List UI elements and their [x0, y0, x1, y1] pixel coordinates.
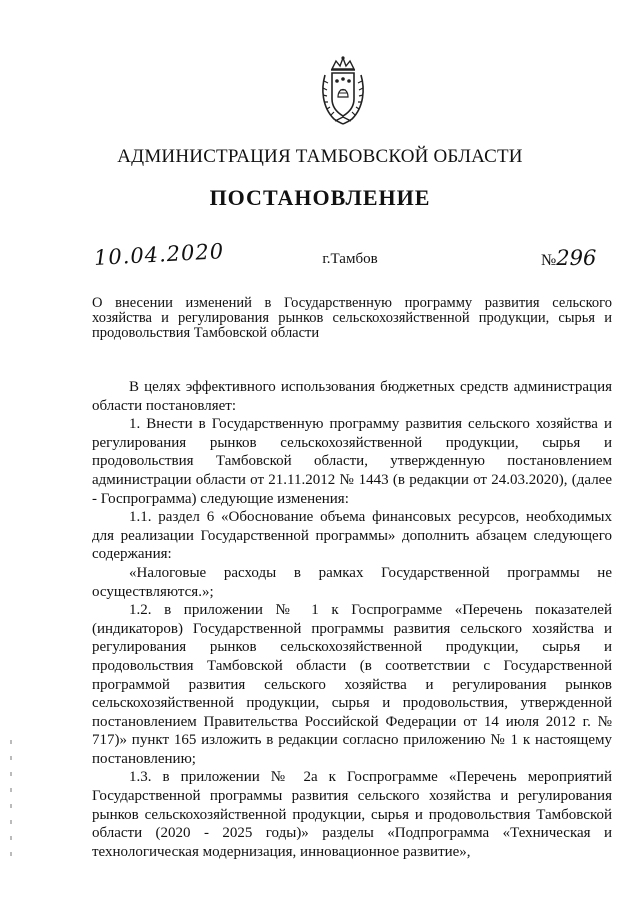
- issuing-authority: АДМИНИСТРАЦИЯ ТАМБОВСКОЙ ОБЛАСТИ: [117, 146, 523, 167]
- number-value: 296: [556, 246, 597, 270]
- document-body: [92, 378, 612, 861]
- item-1-1-quote: «Налоговые расходы в рамках Государственной программы не осуществляются.»;: [92, 564, 612, 600]
- item-1-paragraph: 1. Внести в Государственную программу развития сельского хозяйства и регулирования рынков сельскохозяйственной продукции, сырья и продовольствия Тамбовской области, утвержденную постановлением администрации области от 21.11.2012 № 1443 (в редакции от 24.03.2020), (далее - Госпрограмма) следующие изменения:: [92, 416, 612, 507]
- document-type-title: ПОСТАНОВЛЕНИЕ: [209, 185, 431, 210]
- document-number: [541, 246, 596, 270]
- document-city: г.Тамбов: [322, 251, 378, 267]
- document-date: 10.04.2020: [93, 239, 225, 270]
- coat-of-arms-icon: [318, 55, 368, 127]
- number-prefix: №: [541, 252, 557, 269]
- item-1-3-paragraph: 1.3. в приложении № 2а к Госпрограмме «Перечень мероприятий Государственной программы развития сельского хозяйства и регулирования рынков сельскохозяйственной продукции, сырья и продовольствия Тамбовской области (2020 - 2025 годы)» разделы «Подпрограмма «Техническая и технологическая модернизация, инновационное развитие»,: [92, 769, 612, 860]
- preamble-paragraph: В целях эффективного использования бюджетных средств администрация области постановляет:: [92, 379, 612, 414]
- item-1-1-paragraph: 1.1. раздел 6 «Обоснование объема финансовых ресурсов, необходимых для реализации Государственной программы» дополнить абзацем следующего содержания:: [92, 509, 612, 563]
- scan-margin-marks: [10, 740, 13, 900]
- item-1-2-paragraph: 1.2. в приложении № 1 к Госпрограмме «Перечень показателей (индикаторов) Государственной программы развития сельского хозяйства и регулирования рынков сельскохозяйственной продукции, сырья и продовольствия Тамбовской области (в соответствии с Государственной программой развития сельского хозяйства и регулирования рынков сельскохозяйственной продукции, сырья и продовольствия, утвержденной постановлением Правительства Российской Федерации от 14 июля 2012 г. № 717)» пункт 165 изложить в редакции согласно приложению № 1 к настоящему постановлению;: [92, 602, 612, 767]
- document-subject: О внесении изменений в Государственную программу развития сельского хозяйства и регулирования рынков сельскохозяйственной продукции, сырья и продовольствия Тамбовской области: [92, 295, 612, 341]
